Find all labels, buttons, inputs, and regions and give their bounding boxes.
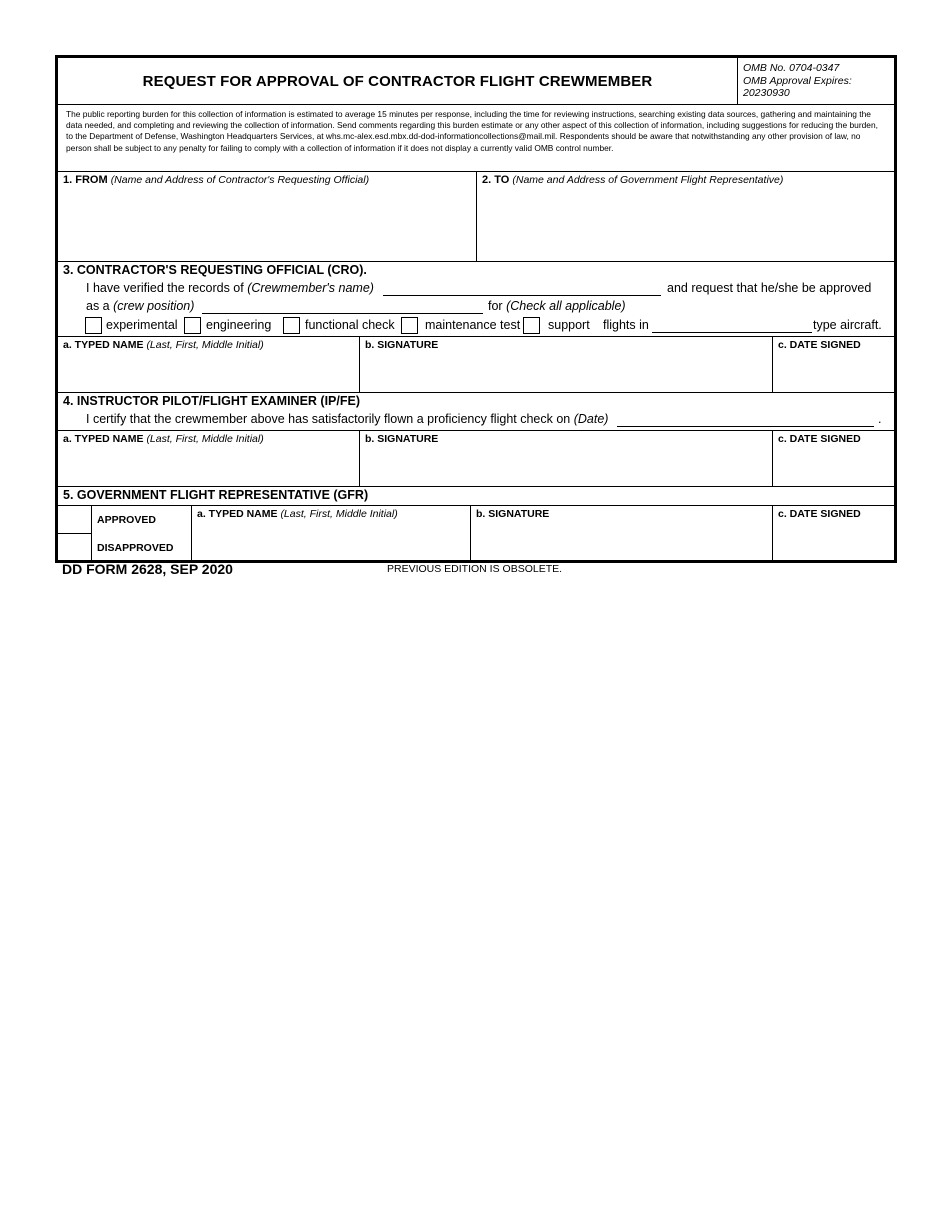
to-label: 2. TO — [482, 174, 510, 186]
from-field[interactable] — [58, 172, 477, 261]
signature-label: b. SIGNATURE — [365, 433, 439, 445]
aircraft-type-input[interactable] — [652, 332, 812, 333]
section-5-date-signed-field[interactable] — [773, 506, 894, 560]
section-3-line2-prefix-wrap — [86, 299, 194, 313]
section-5-signature-field[interactable] — [471, 506, 773, 560]
experimental-checkbox[interactable] — [85, 317, 102, 334]
typed-name-hint: (Last, First, Middle Initial) — [146, 339, 264, 351]
edition-note: PREVIOUS EDITION IS OBSOLETE. — [387, 563, 563, 575]
section-3-signature-row — [58, 337, 894, 393]
section-4-line-end: . — [878, 412, 882, 426]
crewmember-name-hint: (Crewmember's name) — [247, 281, 374, 295]
typed-name-label: a. TYPED NAME — [63, 433, 144, 445]
date-hint: (Date) — [573, 412, 609, 426]
approved-checkbox[interactable] — [58, 506, 92, 533]
from-to-row — [58, 172, 894, 262]
omb-block — [738, 58, 893, 100]
from-label: 1. FROM — [63, 174, 108, 186]
section-4-date-signed-field[interactable] — [773, 431, 894, 486]
to-field[interactable] — [477, 172, 894, 261]
flights-in-label: flights in — [603, 318, 649, 332]
section-3-date-signed-field[interactable] — [773, 337, 894, 392]
section-3-cro — [58, 262, 894, 337]
section-3-typed-name-field[interactable] — [58, 337, 360, 392]
section-5-heading: 5. GOVERNMENT FLIGHT REPRESENTATIVE (GFR) — [63, 488, 369, 502]
section-3-line2-prefix: as a — [86, 299, 110, 313]
date-signed-label: c. DATE SIGNED — [778, 508, 861, 520]
omb-expires-date: 20230930 — [743, 87, 790, 99]
form-header — [58, 58, 894, 105]
section-4-signature-field[interactable] — [360, 431, 773, 486]
section-3-signature-field[interactable] — [360, 337, 773, 392]
approved-label: APPROVED — [97, 514, 156, 526]
typed-name-label: a. TYPED NAME — [63, 339, 144, 351]
form-id: DD FORM 2628, SEP 2020 — [62, 561, 233, 577]
disapproved-label: DISAPPROVED — [97, 542, 174, 554]
proficiency-date-input[interactable] — [617, 426, 874, 427]
maintenance-test-checkbox[interactable] — [401, 317, 418, 334]
section-3-line2-for: for — [488, 299, 503, 313]
approval-checkbox-column — [58, 506, 92, 560]
dd-form-2628 — [55, 55, 897, 563]
burden-statement: The public reporting burden for this collection of information is estimated to average 15 minutes per response, including the time for reviewing instructions, searching existing data sources, gathering and maintaining the data needed, and completing and reviewing the collection of information. Send comments regarding this burden estimate or any other aspect of this collection of information, including suggestions for reducing the burden, to the Department of Defense, Washington Headquarters Services, at whs.mc-alex.esd.mbx.dd-dod-informationcollections@mail.mil. Respondents should be aware that notwithstanding any other provision of law, no person shall be subject to any penalty for failing to comply with a collection of information if it does not display a currently valid OMB control number. — [58, 105, 894, 172]
engineering-label: engineering — [206, 318, 272, 332]
section-4-line-wrap — [86, 412, 608, 426]
signature-label: b. SIGNATURE — [476, 508, 550, 520]
crew-position-input[interactable] — [202, 313, 483, 314]
support-label: support — [548, 318, 590, 332]
type-aircraft-label: type aircraft. — [813, 318, 882, 332]
to-hint: (Name and Address of Government Flight Representative) — [512, 174, 784, 186]
form-title: REQUEST FOR APPROVAL OF CONTRACTOR FLIGHT CREWMEMBER — [58, 58, 738, 104]
maintenance-test-label: maintenance test — [425, 318, 521, 332]
section-3-line2-for-wrap — [488, 299, 626, 313]
section-4-ipfe — [58, 393, 894, 431]
date-signed-label: c. DATE SIGNED — [778, 339, 861, 351]
functional-check-checkbox[interactable] — [283, 317, 300, 334]
section-3-line1-prefix: I have verified the records of — [86, 281, 244, 295]
crewmember-name-input[interactable] — [383, 295, 661, 296]
engineering-checkbox[interactable] — [184, 317, 201, 334]
date-signed-label: c. DATE SIGNED — [778, 433, 861, 445]
section-5-heading-row — [58, 487, 894, 506]
typed-name-hint: (Last, First, Middle Initial) — [146, 433, 264, 445]
experimental-label: experimental — [106, 318, 178, 332]
omb-expires-label: OMB Approval Expires: — [743, 74, 852, 87]
approval-labels-column — [92, 506, 192, 560]
support-checkbox[interactable] — [523, 317, 540, 334]
section-3-line1-prefix-wrap — [86, 281, 374, 295]
section-3-heading: 3. CONTRACTOR'S REQUESTING OFFICIAL (CRO). — [63, 263, 367, 277]
section-4-typed-name-field[interactable] — [58, 431, 360, 486]
disapproved-checkbox[interactable] — [58, 534, 92, 560]
section-5-typed-name-field[interactable] — [192, 506, 471, 560]
section-4-signature-row — [58, 431, 894, 487]
section-3-line1-suffix: and request that he/she be approved — [667, 281, 872, 295]
section-5-gfr — [58, 506, 894, 560]
signature-label: b. SIGNATURE — [365, 339, 439, 351]
functional-check-label: functional check — [305, 318, 395, 332]
omb-number: OMB No. 0704-0347 — [743, 62, 840, 74]
section-4-line-prefix: I certify that the crewmember above has satisfactorily flown a proficiency flight check on — [86, 412, 571, 426]
typed-name-label: a. TYPED NAME — [197, 508, 278, 520]
section-4-heading: 4. INSTRUCTOR PILOT/FLIGHT EXAMINER (IP/FE) — [63, 394, 360, 408]
typed-name-hint: (Last, First, Middle Initial) — [280, 508, 398, 520]
from-hint: (Name and Address of Contractor's Requesting Official) — [110, 174, 370, 186]
crew-position-hint: (crew position) — [113, 299, 195, 313]
check-all-hint: (Check all applicable) — [506, 299, 626, 313]
